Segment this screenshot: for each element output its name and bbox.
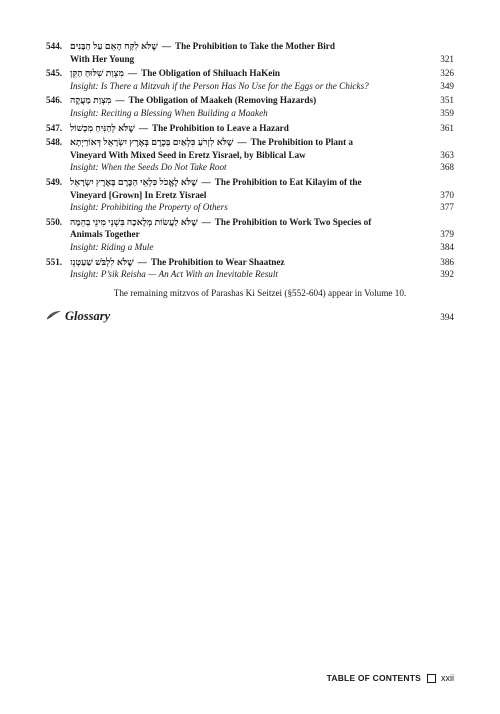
toc-entry-546[interactable] — [46, 94, 454, 119]
entry-page: 379 — [440, 229, 454, 240]
entry-title: The Prohibition to Leave a Hazard — [152, 122, 289, 133]
entry-number: 547. — [46, 122, 63, 133]
quill-icon — [46, 310, 62, 320]
glossary-label: Glossary — [65, 308, 111, 323]
entry-page: 326 — [440, 68, 454, 79]
entry-number: 550. — [46, 216, 63, 227]
entry-title: The Obligation of Maakeh (Removing Hazards) — [128, 95, 317, 106]
entry-page: 321 — [440, 53, 454, 64]
entry-page: 370 — [440, 189, 454, 200]
entry-title: The Prohibition to Wear Shaatnez — [150, 256, 285, 267]
insight-page: 359 — [440, 107, 454, 118]
insight-row[interactable] — [46, 241, 454, 254]
entry-title-continuation: Animals Together — [70, 229, 140, 240]
insight-text: Insight: P’sik Reisha — An Act With an Inevitable Result — [70, 269, 278, 280]
page-footer — [327, 673, 454, 683]
entry-hebrew: שֶׁלֹּא לַעֲשׂוֹת מְלָאכָה בִּשְׁנֵי מִינֵי בְהֵמָה — [70, 216, 198, 227]
square-icon — [427, 674, 436, 683]
insight-page: 392 — [440, 269, 454, 280]
entry-number: 545. — [46, 68, 63, 79]
volume-note: The remaining mitzvos of Parashas Ki Seitzei (§552-604) appear in Volume 10. — [113, 287, 407, 298]
insight-page: 349 — [440, 80, 454, 91]
entry-title: The Prohibition to Plant a — [250, 137, 354, 148]
entry-dash: — — [161, 41, 171, 51]
toc-entry-545[interactable] — [46, 67, 454, 92]
entry-dash: — — [201, 216, 211, 227]
footer-section-title: TABLE OF CONTENTS — [326, 673, 421, 683]
entry-page: 386 — [440, 256, 454, 267]
insight-text: Insight: Prohibiting the Property of Others — [70, 202, 228, 213]
entry-dash: — — [115, 95, 125, 106]
entry-dash: — — [127, 68, 138, 79]
entry-hebrew: שֶׁלֹּא לִזְרֹעַ כִּלְאַיִם בְּכֶרֶם בְּאֶרֶץ יִשְׂרָאֵל דְּאוֹרַיְתָא — [70, 137, 234, 148]
entry-title: The Prohibition to Eat Kilayim of the — [214, 176, 362, 187]
entry-dash: — — [201, 176, 211, 187]
insight-row[interactable] — [46, 80, 454, 93]
entry-title: The Prohibition to Work Two Species of — [214, 216, 372, 227]
entry-number: 548. — [46, 137, 63, 148]
insight-row[interactable] — [46, 161, 454, 174]
toc-entry-544[interactable] — [46, 40, 454, 65]
entry-dash: — — [138, 122, 148, 133]
footer-page-number: xxii — [441, 673, 454, 683]
insight-row[interactable] — [46, 107, 454, 120]
table-of-contents — [46, 40, 454, 324]
entry-hebrew: שֶׁלֹּא לְהַנִּיחַ מִכְשׁוֹל — [70, 122, 135, 133]
entry-title-continuation: Vineyard [Grown] In Eretz Yisrael — [70, 189, 207, 200]
toc-entry-glossary[interactable] — [46, 309, 454, 324]
entry-title-continuation: With Her Young — [70, 53, 135, 64]
insight-page: 368 — [440, 162, 454, 173]
insight-text: Insight: Riding a Mule — [70, 241, 154, 252]
entry-page: 361 — [440, 122, 454, 133]
entry-hebrew: מִצְוַת שִׁלּוּחַ הַקֵּן — [70, 68, 124, 79]
entry-dash: — — [137, 256, 147, 267]
insight-page: 377 — [440, 202, 454, 213]
toc-entry-550[interactable] — [46, 216, 454, 254]
entry-hebrew: שֶׁלֹּא לֶאֱכֹל כִּלְאֵי הַכֶּרֶם בְּאֶרֶץ יִשְׂרָאֵל — [70, 176, 198, 187]
entry-title: The Prohibition to Take the Mother Bird — [175, 41, 335, 51]
entry-page: 363 — [440, 149, 454, 160]
toc-entry-548[interactable] — [46, 136, 454, 174]
insight-page: 384 — [440, 241, 454, 252]
entry-number: 546. — [46, 95, 63, 106]
entry-title: The Obligation of Shiluach HaKein — [141, 68, 281, 79]
toc-entry-547[interactable] — [46, 122, 454, 135]
insight-text: Insight: Is There a Mitzvah if the Person Has No Use for the Eggs or the Chicks? — [70, 80, 369, 91]
toc-entry-551[interactable] — [46, 256, 454, 281]
entry-number: 549. — [46, 176, 63, 187]
entry-number: 544. — [46, 41, 63, 51]
entry-dash: — — [237, 137, 247, 148]
entry-hebrew: שֶׁלֹּא לִלְבֹּשׁ שַׁעַטְנֵז — [70, 256, 134, 267]
entry-page: 351 — [440, 95, 454, 106]
insight-row[interactable] — [46, 268, 454, 281]
glossary-page: 394 — [440, 311, 454, 322]
entry-title-continuation: Vineyard With Mixed Seed in Eretz Yisrael, by Biblical Law — [70, 149, 306, 160]
entry-number: 551. — [46, 256, 63, 267]
toc-entry-549[interactable] — [46, 176, 454, 214]
entry-hebrew: שֶׁלֹּא לִקַּח הָאֵם עַל הַבָּנִים — [70, 41, 158, 51]
entry-hebrew: מִצְוַת מַעֲקֶה — [70, 95, 112, 106]
insight-text: Insight: When the Seeds Do Not Take Root — [70, 162, 227, 173]
insight-text: Insight: Reciting a Blessing When Building a Maakeh — [70, 107, 268, 118]
insight-row[interactable] — [46, 201, 454, 214]
